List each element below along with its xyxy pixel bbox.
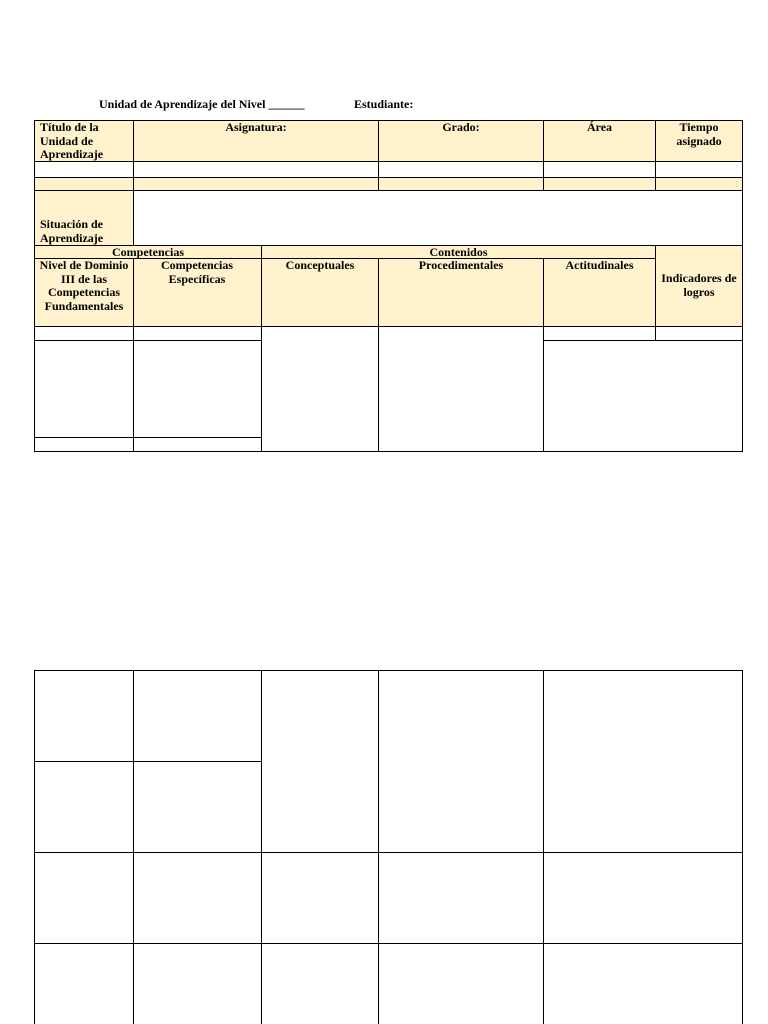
grado-cell[interactable] [379, 162, 543, 177]
unit-title: Unidad de Aprendizaje del Nivel ______ [99, 97, 305, 111]
grid-cell[interactable] [544, 671, 742, 852]
titulo-label: Título de la Unidad de Aprendizaje [40, 120, 104, 161]
competencias-especificas-cell[interactable] [134, 341, 261, 437]
grid-cell[interactable] [262, 671, 378, 852]
grid-cell[interactable] [379, 671, 543, 852]
nivel-dominio-label: Nivel de Dominio III de las Competencias Fundamentales [39, 258, 129, 313]
grado-label: Grado: [442, 120, 480, 134]
student-label: Estudiante: [354, 97, 414, 111]
nivel-dominio-cell[interactable] [35, 341, 133, 437]
contenidos-label: Contenidos [429, 245, 488, 259]
procedimentales-cell[interactable] [379, 327, 543, 451]
conceptuales-label: Conceptuales [285, 258, 355, 272]
situacion-cell[interactable] [134, 191, 742, 245]
competencias-especificas-label: Competencias Específicas [161, 258, 233, 286]
asignatura-label: Asignatura: [225, 120, 287, 134]
titulo-cell[interactable] [35, 162, 133, 177]
grid-cell[interactable] [134, 671, 261, 761]
area-cell[interactable] [544, 162, 655, 177]
actitudinales-label: Actitudinales [565, 258, 634, 272]
grid-cell[interactable] [35, 671, 133, 761]
indicadores-label: Indicadores de logros [661, 271, 737, 299]
competencias-label: Competencias [112, 245, 184, 259]
area-label: Área [586, 120, 613, 134]
actitudinales-indicadores-cell[interactable] [544, 341, 742, 451]
procedimentales-label: Procedimentales [418, 258, 504, 272]
conceptuales-cell[interactable] [262, 327, 378, 451]
asignatura-cell[interactable] [134, 162, 378, 177]
situacion-label: Situación de Aprendizaje [40, 217, 104, 245]
tiempo-label: Tiempo asignado [676, 120, 722, 148]
grid-cell[interactable] [35, 762, 133, 852]
tiempo-cell[interactable] [656, 162, 742, 177]
grid-cell[interactable] [134, 762, 261, 852]
